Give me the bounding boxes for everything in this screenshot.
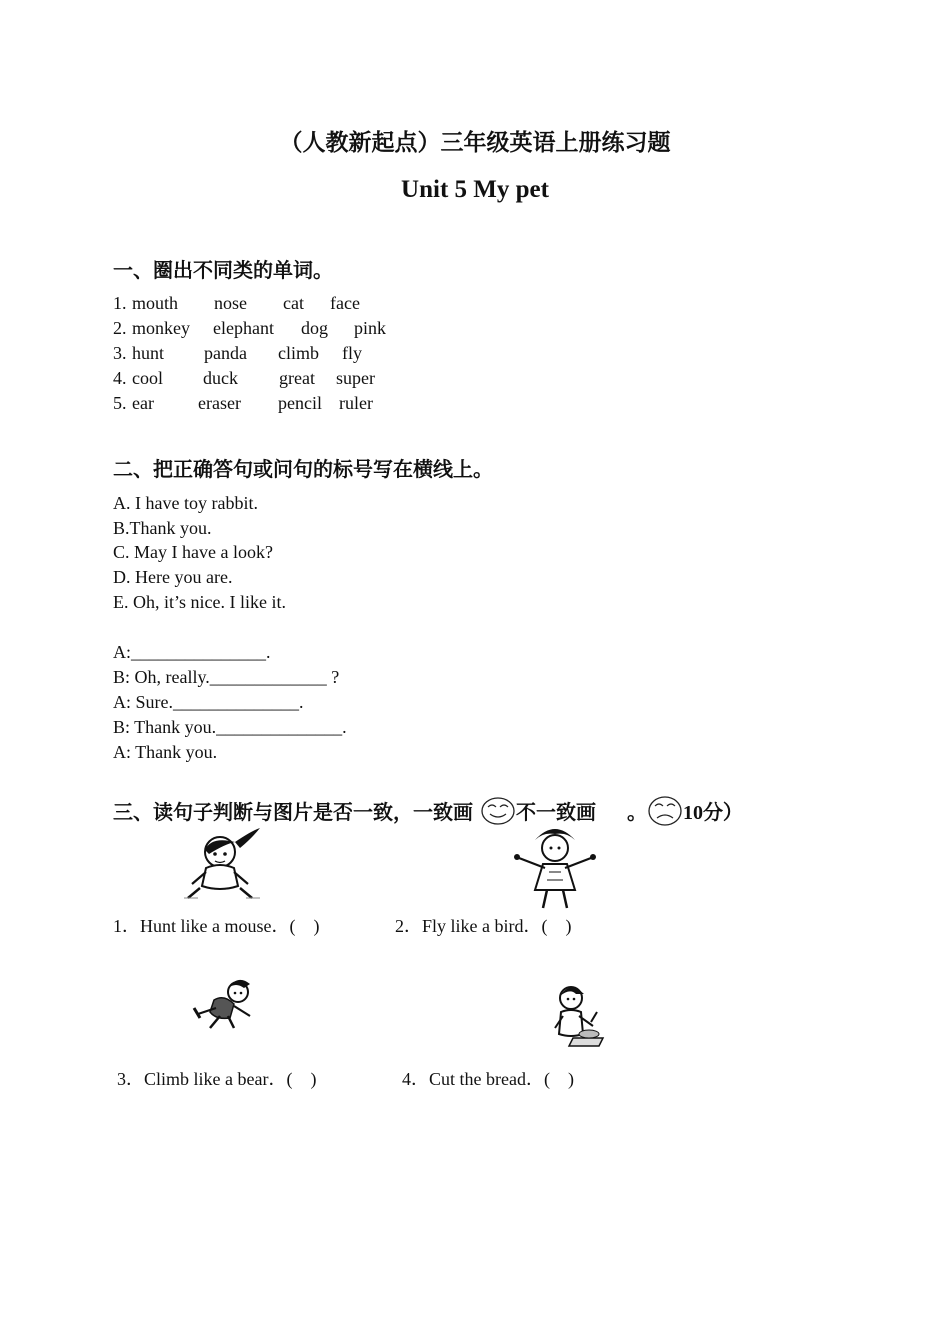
word: pink [354, 318, 387, 338]
section-2-heading: 二、把正确答句或问句的标号写在横线上。 [113, 457, 493, 481]
section-3-heading [113, 795, 743, 832]
row-number: 1. [113, 293, 127, 313]
word: eraser [198, 393, 241, 413]
word: hunt [132, 343, 165, 363]
word: elephant [213, 318, 274, 338]
dialogue-line-3[interactable]: A: Sure.______________. [113, 692, 304, 712]
question-1: 1．Hunt like a mouse．( ) [113, 916, 320, 936]
word-row-2 [113, 317, 433, 339]
word-row-5 [113, 392, 433, 414]
word: pencil [278, 393, 322, 413]
word: mouth [132, 293, 179, 313]
section-3-heading-text-3: 。 [626, 800, 647, 824]
word: cool [132, 368, 163, 388]
word: panda [204, 343, 247, 363]
word: cat [283, 293, 304, 313]
page-title: （人教新起点）三年级英语上册练习题 [279, 130, 671, 156]
option-b: B.Thank you. [113, 518, 212, 538]
word: fly [342, 343, 362, 363]
dialogue-line-4[interactable]: B: Thank you.______________. [113, 717, 347, 737]
word-row-1 [113, 292, 433, 314]
option-c: C. May I have a look? [113, 542, 273, 562]
word: ruler [339, 393, 373, 413]
option-e: E. Oh, it’s nice. I like it. [113, 592, 286, 612]
girl-flying-illustration [505, 820, 605, 915]
option-a: A. I have toy rabbit. [113, 493, 258, 513]
word: nose [214, 293, 247, 313]
unit-title: Unit 5 My pet [401, 176, 549, 203]
score-value: 10 [682, 802, 703, 824]
dialogue-line-1[interactable]: A:_______________. [113, 642, 271, 662]
question-4: 4．Cut the bread．( ) [402, 1069, 574, 1089]
dialogue-line-2[interactable]: B: Oh, really._____________ ? [113, 667, 340, 687]
section-3-heading-text-1: 三、读句子判断与图片是否一致，一致画 [113, 800, 473, 824]
word: climb [278, 343, 319, 363]
word: dog [301, 318, 328, 338]
option-d: D. Here you are. [113, 567, 233, 587]
word: great [279, 368, 315, 388]
question-2: 2．Fly like a bird．( ) [395, 916, 572, 936]
word: super [336, 368, 375, 388]
word: monkey [132, 318, 190, 338]
row-number: 3. [113, 343, 127, 363]
section-1-heading: 一、圈出不同类的单词。 [113, 258, 333, 282]
girl-cutting-bread-illustration [543, 982, 608, 1050]
word-row-4 [113, 367, 433, 389]
word: face [330, 293, 360, 313]
dialogue-line-5: A: Thank you. [113, 742, 218, 762]
section-3-heading-text-2: 不一致画 [515, 800, 596, 824]
word: ear [132, 393, 154, 413]
word-row-3 [113, 342, 433, 364]
girl-crouching-illustration [180, 828, 265, 904]
row-number: 2. [113, 318, 127, 338]
question-3: 3．Climb like a bear．( ) [117, 1069, 317, 1089]
row-number: 4. [113, 368, 127, 388]
word: duck [203, 368, 238, 388]
row-number: 5. [113, 393, 127, 413]
section-3-heading-text-5: 分） [702, 800, 743, 824]
girl-climbing-illustration [190, 968, 265, 1032]
sad-face-icon [647, 795, 683, 832]
